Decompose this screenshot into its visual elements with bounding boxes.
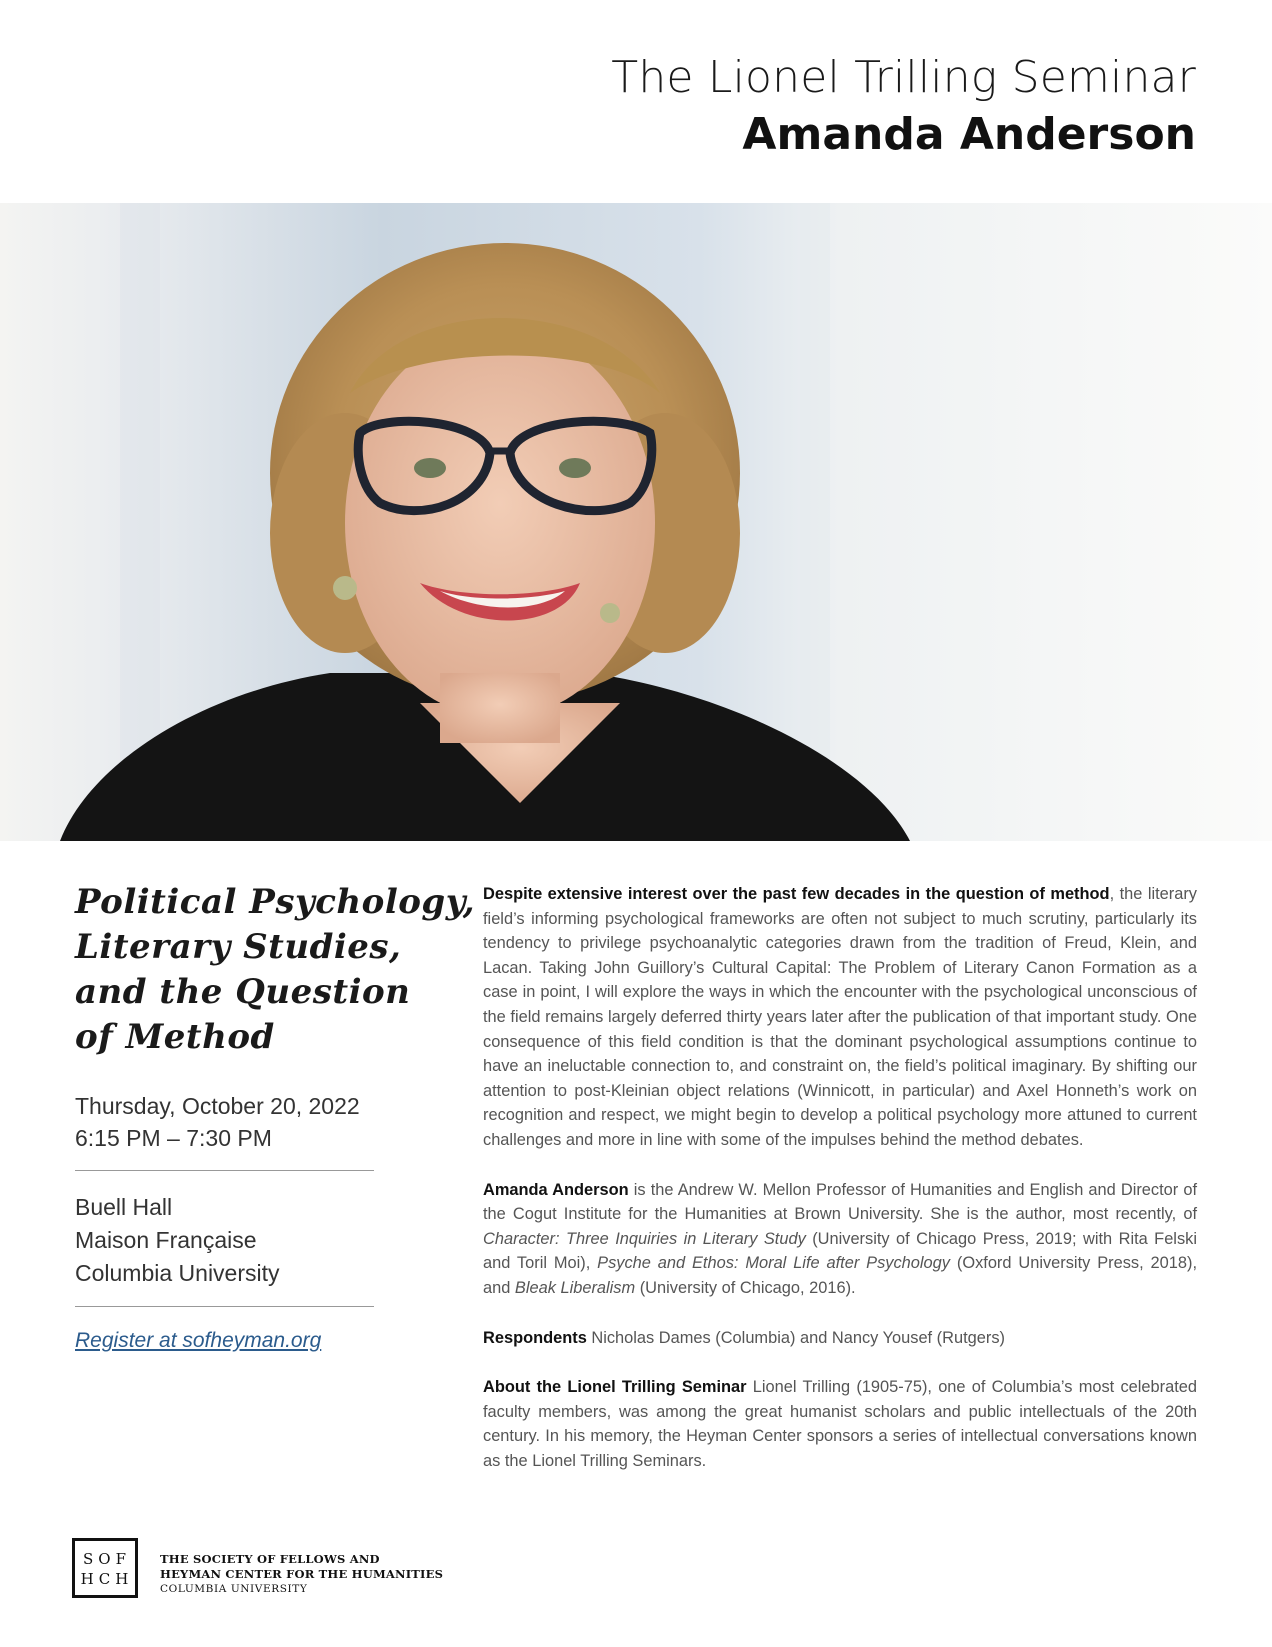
org-university: COLUMBIA UNIVERSITY (160, 1583, 308, 1595)
portrait-photo-icon (0, 203, 1272, 841)
abstract-paragraph (483, 882, 1197, 1153)
organization-name (160, 1552, 443, 1597)
book-title: Bleak Liberalism (514, 1278, 636, 1297)
about-paragraph (483, 1375, 1197, 1473)
page-header (611, 50, 1196, 164)
talk-title-line: of Method (75, 1017, 275, 1057)
divider (75, 1170, 374, 1171)
register-link[interactable]: Register at sofheyman.org (75, 1329, 322, 1352)
event-location (75, 1191, 375, 1290)
org-line: HEYMAN CENTER FOR THE HUMANITIES (160, 1567, 444, 1581)
location-line: Buell Hall (75, 1194, 173, 1220)
event-time: 6:15 PM – 7:30 PM (75, 1125, 272, 1151)
book-title: Psyche and Ethos: Moral Life after Psychology (597, 1254, 950, 1273)
respondents-paragraph (483, 1326, 1197, 1351)
speaker-portrait (0, 203, 1272, 841)
sofhch-logo-icon (72, 1538, 138, 1598)
location-line: Maison Française (75, 1227, 257, 1253)
logo-text: SOF (83, 1550, 131, 1568)
abstract-body: , the literary field’s informing psychological frameworks are often not subject to much scrutiny, particularly its tendency to privilege psychoanalytic categories drawn from the tradition of Freud, Klein, and Lacan. Taking John Guillory’s Cultural Capital: The Problem of Literary Canon Formation as a case in point, I will explore the ways in which the encounter with the psychological unconscious of the field remains largely deferred thirty years later after the publication of that important study. One consequence of this field condition is that the dominant psychological assumptions continue to have an ineluctable connection to, and constraint on, the field’s political imaginary. By shifting our attention to post-Kleinian object relations (Winnicott, in particular) and Axel Honneth’s work on recognition and respect, we might begin to develop a political psychology more attuned to current challenges and more in line with some of the impulses behind the method debates. (483, 885, 1197, 1149)
about-text: Lionel Trilling (1905-75), one of Columbia’s most celebrated faculty members, was among the great humanist scholars and public intellectuals of the 20th century. In his memory, the Heyman Center sponsors a series of intellectual conversations known as the Lionel Trilling Seminars. (483, 1378, 1197, 1470)
location-line: Columbia University (75, 1260, 280, 1286)
bio-text: (University of Chicago Press, 2019; with Rita Felski and Toril Moi), (483, 1229, 1197, 1273)
bio-paragraph (483, 1178, 1197, 1301)
talk-title-line: Literary Studies, (75, 927, 402, 967)
talk-title (75, 880, 476, 1060)
logo-text: HCH (80, 1570, 134, 1588)
speaker-name: Amanda Anderson (742, 109, 1196, 160)
bio-text: (University of Chicago, 2016). (635, 1278, 856, 1297)
org-line: THE SOCIETY OF FELLOWS AND (160, 1552, 380, 1566)
divider (75, 1306, 374, 1307)
event-date: Thursday, October 20, 2022 (75, 1093, 360, 1119)
abstract-lead: Despite extensive interest over the past few decades in the question of method (483, 885, 1110, 903)
event-details (75, 880, 476, 1353)
talk-title-line: and the Question (75, 972, 411, 1012)
bio-text: (Oxford University Press, 2018), and (483, 1254, 1197, 1297)
book-title: Character: Three Inquiries in Literary Study (483, 1229, 806, 1248)
respondents-label: Respondents (483, 1328, 587, 1347)
event-datetime (75, 1090, 375, 1154)
seminar-series-title: The Lionel Trilling Seminar (611, 52, 1196, 103)
talk-title-line: Political Psychology, (75, 882, 476, 922)
about-label: About the Lionel Trilling Seminar (483, 1378, 747, 1397)
description-column (483, 882, 1197, 1498)
bio-name: Amanda Anderson (483, 1180, 629, 1199)
respondents-text: Nicholas Dames (Columbia) and Nancy Yousef (Rutgers) (586, 1328, 1005, 1347)
bio-text: is the Andrew W. Mellon Professor of Humanities and English and Director of the Cogut Institute for the Humanities at Brown University. She is the author, most recently, of (483, 1180, 1198, 1224)
